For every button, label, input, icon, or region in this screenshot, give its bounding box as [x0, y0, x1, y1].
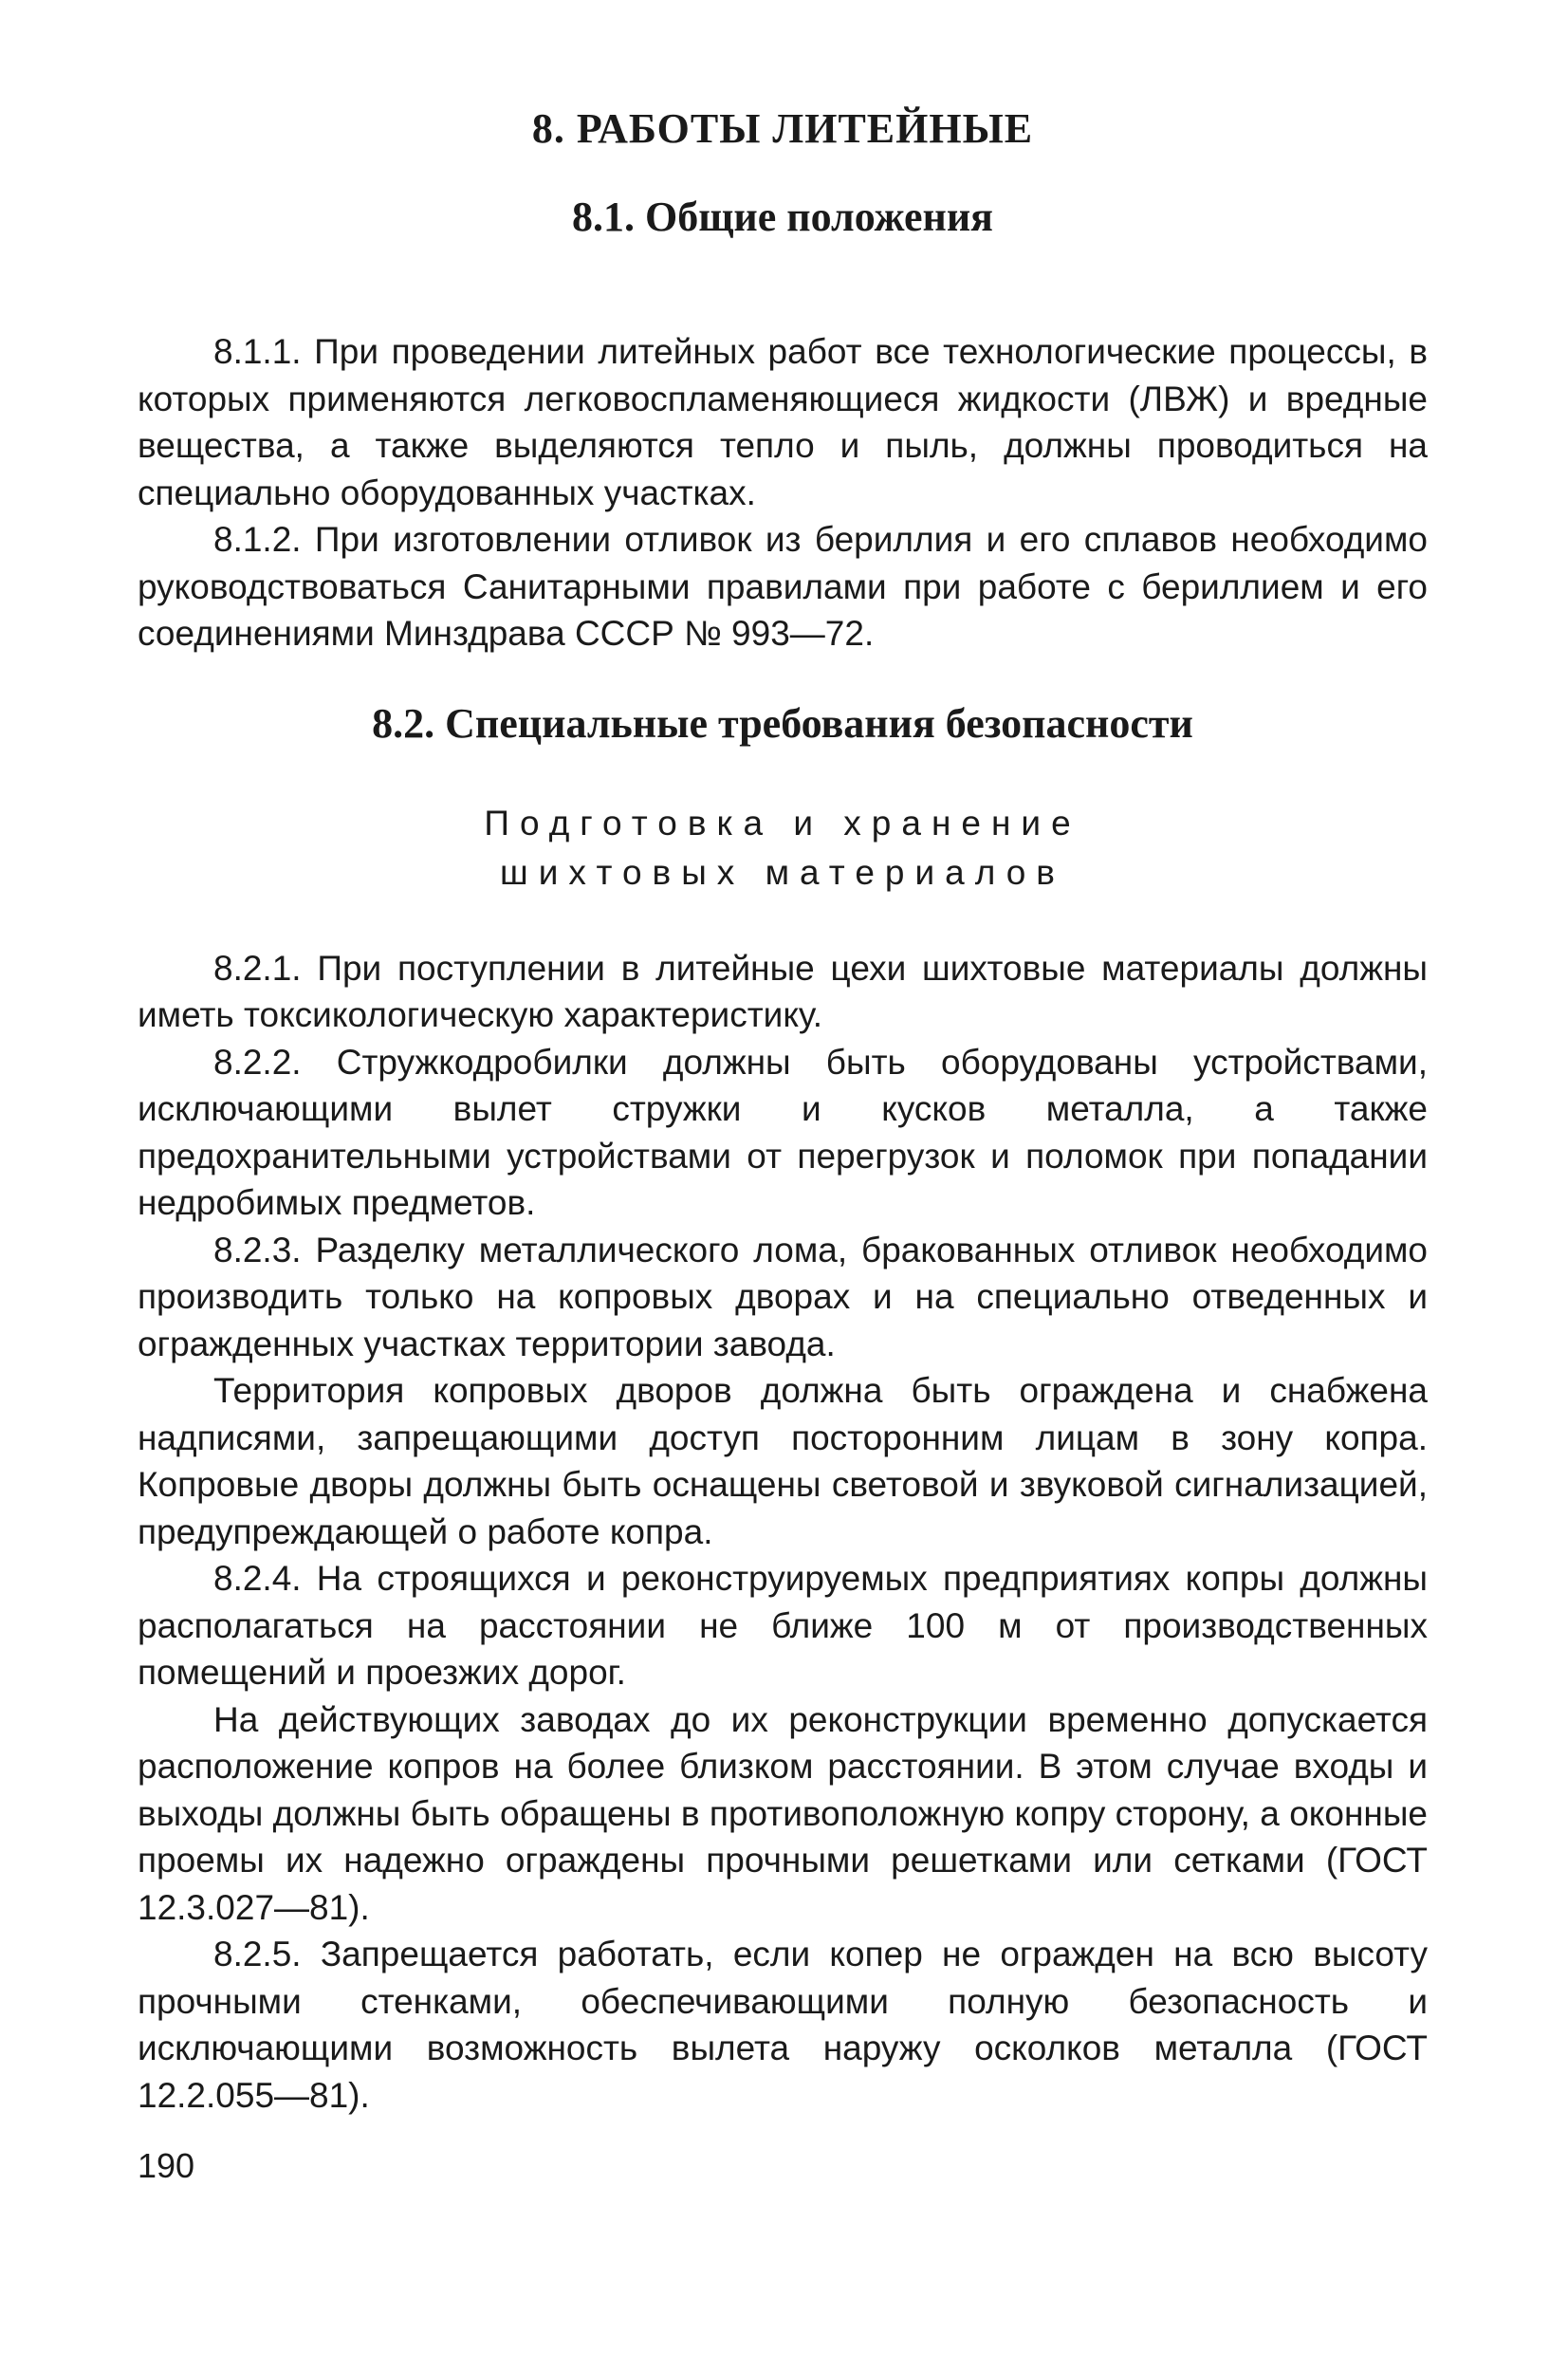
paragraph-8-2-2: 8.2.2. Стружкодробилки должны быть оборудованы устройствами, исключающими вылет стружки и кусков металла, а также предохранительными устройствами от перегрузок и поломок при попадании недробимых предметов. — [138, 1042, 1428, 1222]
section-title-safety: 8.2. Специальные требования безопасности — [372, 699, 1193, 747]
document-page — [138, 104, 1428, 2119]
paragraph-8-1-1: 8.1.1. При проведении литейных работ все технологические процессы, в которых применяются легковоспламеняющиеся жидкости (ЛВЖ) и вредные вещества, а также выделяются тепло и пыль, должны проводиться на специально оборудованных участках. — [138, 332, 1428, 512]
paragraph-8-2-4: 8.2.4. На строящихся и реконструируемых предприятиях копры должны располагаться на расстоянии не ближе 100 м от производственных помещений и проезжих дорог. — [138, 1559, 1428, 1692]
section-general-body — [138, 328, 1428, 658]
paragraph-8-1-2: 8.1.2. При изготовлении отливок из бериллия и его сплавов необходимо руководствоваться Санитарными правилами при работе с бериллием и его соединениями Минздрава СССР № 993—72. — [138, 520, 1428, 653]
paragraph-8-2-5: 8.2.5. Запрещается работать, если копер не огражден на всю высоту прочными стенками, обеспечивающими полную безопасность и исключающими возможность вылета наружу осколков металла (ГОСТ 12.2.055—81). — [138, 1935, 1428, 2115]
paragraph-8-2-3: 8.2.3. Разделку металлического лома, бракованных отливок необходимо производить только на копровых дворах и на специально отведенных и огражденных участках территории завода. — [138, 1230, 1428, 1363]
paragraph-8-2-1: 8.2.1. При поступлении в литейные цехи шихтовые материалы должны иметь токсикологическую характеристику. — [138, 948, 1428, 1034]
section-title-general: 8.1. Общие положения — [572, 194, 993, 240]
paragraph-existing-plants: На действующих заводах до их реконструкции временно допускается расположение копров на более близком расстоянии. В этом случае входы и выходы должны быть обращены в противоположную копру сторону, а оконные проемы их надежно ограждены прочными решетками или сетками (ГОСТ 12.3.027—81). — [138, 1699, 1428, 1927]
subsection-title-line-2: шихтовых материалов — [500, 852, 1065, 892]
paragraph-yard-territory: Территория копровых дворов должна быть ограждена и снабжена надписями, запрещающими доступ посторонним лицам в зону копра. Копровые дворы должны быть оснащены световой и звуковой сигнализацией, предупреждающей о работе копра. — [138, 1371, 1428, 1551]
subsection-title — [138, 799, 1428, 898]
chapter-title: 8. РАБОТЫ ЛИТЕЙНЫЕ — [531, 105, 1034, 152]
subsection-title-line-1: Подготовка и хранение — [484, 803, 1081, 843]
page-number: 190 — [138, 2146, 195, 2185]
section-safety-body — [138, 945, 1428, 2120]
